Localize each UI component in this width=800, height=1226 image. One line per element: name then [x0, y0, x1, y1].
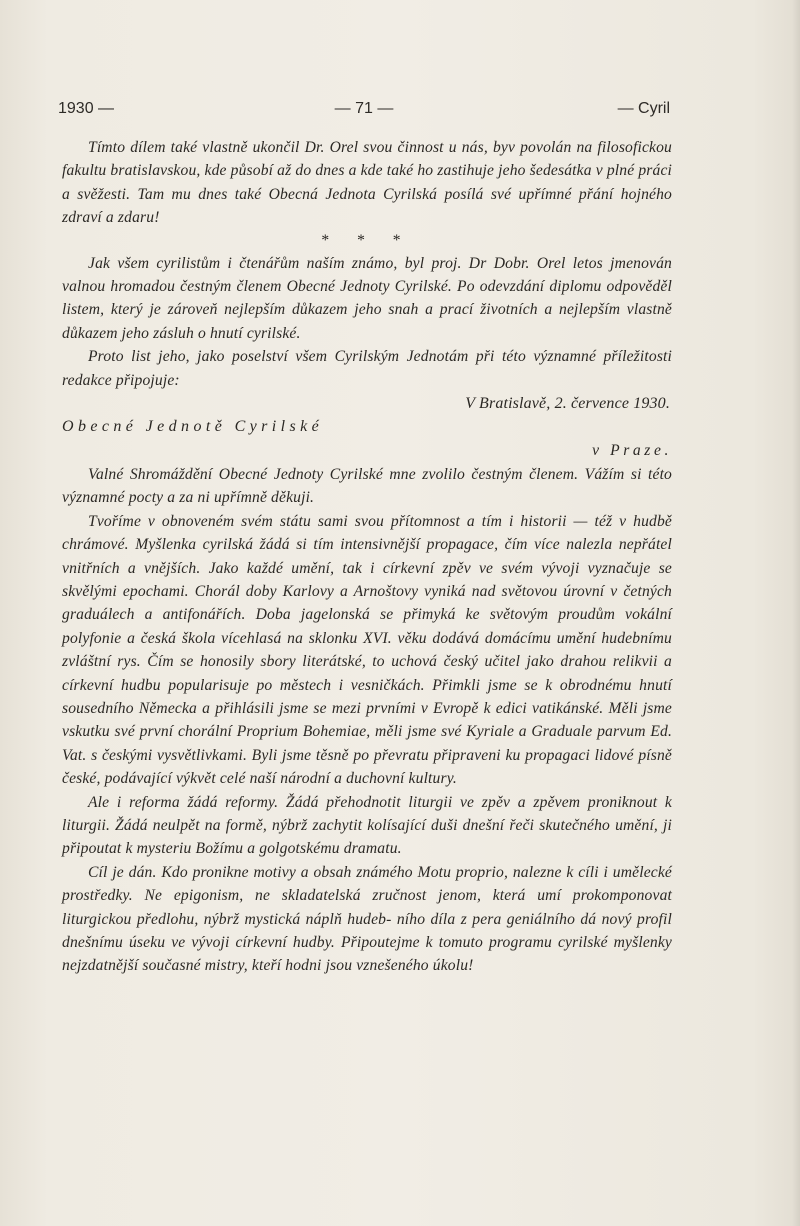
article-body: [62, 136, 672, 978]
text-line: a Arnoštovy vyniká nad světovou úrovní v četných graduálech a antifonářích.: [62, 582, 672, 624]
text-line: Vážím si této významné pocty a za ni upřímně děkuji.: [62, 465, 673, 507]
text-line: životních a nejlepším vlastně důkazem jeho zásluh o hnutí cyrilské.: [62, 301, 673, 342]
paragraph-letter-intro: [62, 345, 672, 392]
letter-paragraph-2: [62, 510, 672, 791]
text-line: Cíl je dán. Kdo pronikne motivy a obsah známého Motu proprio, nalezne: [88, 863, 567, 881]
text-line: která umí prokomponovat liturgickou předlohu, nýbrž mystická náplň hudeb-: [62, 887, 673, 928]
text-line: posílá své upřímné přání hojného zdraví a zdaru!: [62, 185, 673, 227]
letter-place-date: V Bratislavě, 2. července 1930.: [465, 395, 670, 413]
letter-paragraph-4: [62, 861, 672, 978]
text-line: též v hudbě chrámové. Myšlenka cyrilská žádá si tím intensivnější propagace,: [62, 512, 672, 554]
header-page-number: — 71 —: [334, 100, 394, 117]
text-line: Proprium Bohemiae, měli jsme své Kyriale a Graduale parvum Ed. Vat.: [62, 723, 673, 764]
letter-paragraph-3: [62, 791, 672, 861]
text-line: lidové písně české, podávající výkvět celé naší národní a duchovní kultury.: [62, 746, 672, 788]
text-line: čím více nalezla nepřátel vnitřních a vnějších. Jako každé umění, tak i církevní: [62, 536, 672, 577]
text-line: proniknout k liturgii. Žádá neulpět na formě, nýbrž zachytit kolísající duši: [62, 793, 672, 834]
text-line: Doba jagelonská se přimyká ke světovým proudům vokální polyfonie a česká: [62, 606, 672, 647]
text-line: jeho šedesátka v plné práci a svěžesti. Tam mu dnes také Obecná Jednota Cyrilská: [62, 162, 672, 203]
letter-addressee-city: v Praze.: [592, 442, 672, 460]
page-edge-shadow: [792, 0, 800, 1226]
text-line: jmenován valnou hromadou čestným členem Obecné Jednoty Cyrilské. Po odevzdání: [62, 254, 672, 296]
text-line: prvními v Evropě k edici vatikánské. Měli jsme vskutku své první chorální: [62, 699, 672, 741]
text-line: zpěv ve svém vývoji vyznačuje se skvělými epochami. Chorál doby Karlovy: [62, 559, 673, 600]
section-divider-stars: * * *: [321, 231, 413, 249]
text-line: jsme se k obrodnému hnutí sousedního Německa a přihlásili jsme se mezi: [62, 676, 672, 717]
paragraph-honorary-member: [62, 252, 672, 346]
text-line: dramatu.: [343, 840, 402, 858]
text-line: Jak všem cyrilistům i čtenářům naším známo, byl proj. Dr Dobr. Orel letos: [88, 254, 611, 272]
text-line: na filosofickou fakultu bratislavskou, kde působí až do dnes a kde také ho zastihuje: [62, 139, 672, 180]
letter-paragraph-1: [62, 463, 672, 510]
text-line: hudby. Připoutejme k tomuto programu cyrilské myšlenky nejzdatnější současné: [62, 934, 672, 975]
text-line: mistry, kteří hodni jsou vznešeného úkolu!: [204, 957, 474, 975]
text-line: Tímto dílem také vlastně ukončil Dr. Orel svou činnost u nás, byv povolán: [88, 139, 577, 156]
header-publication: — Cyril: [617, 100, 670, 117]
text-line: dnešní řeči skutečného umění, ji připoutat k mysteriu Božímu a golgotskému: [62, 816, 673, 858]
text-line: drahou relikvii a církevní hudbu popularisuje po městech i vesničkách. Přimkli: [62, 653, 673, 694]
text-line: diplomu odpověděl listem, který je zároveň nejlepším důkazem jeho snah a prací: [62, 278, 672, 319]
letter-addressee: Obecné Jednotě Cyrilské: [62, 418, 324, 436]
text-line: zvláštní rys. Čím se honosily sbory literátské, to uchová český učitel jako: [62, 653, 561, 671]
text-line: ního díla z pera geniálního dá nový profil dnešnímu úseku ve vývoji církevní: [62, 910, 672, 951]
text-line: příležitosti redakce připojuje:: [62, 348, 672, 389]
text-line: Tvoříme v obnoveném svém státu sami svou přítomnost a tím i historii —: [88, 512, 595, 530]
text-line: škola vícehlasá na sklonku XVI. věku dodává domácímu umění hudebnímu: [181, 629, 672, 647]
text-line: k cíli i umělecké prostředky. Ne epigonism, ne skladatelská zručnost jenom,: [62, 863, 672, 905]
text-line: Ale i reforma žádá reformy. Žádá přehodnotit liturgii ve zpěv a zpěvem: [88, 793, 588, 811]
header-year: 1930 —: [58, 100, 115, 117]
text-line: s českými vysvětlivkami. Byli jsme těsně po převratu připraveni ku propagaci: [91, 746, 595, 764]
paragraph-intro: [62, 136, 672, 230]
text-line: Valné Shromáždění Obecné Jednoty Cyrilské mne zvolilo čestným členem.: [88, 465, 585, 483]
text-line: Proto list jeho, jako poselství všem Cyrilským Jednotám při této významné: [88, 348, 604, 366]
